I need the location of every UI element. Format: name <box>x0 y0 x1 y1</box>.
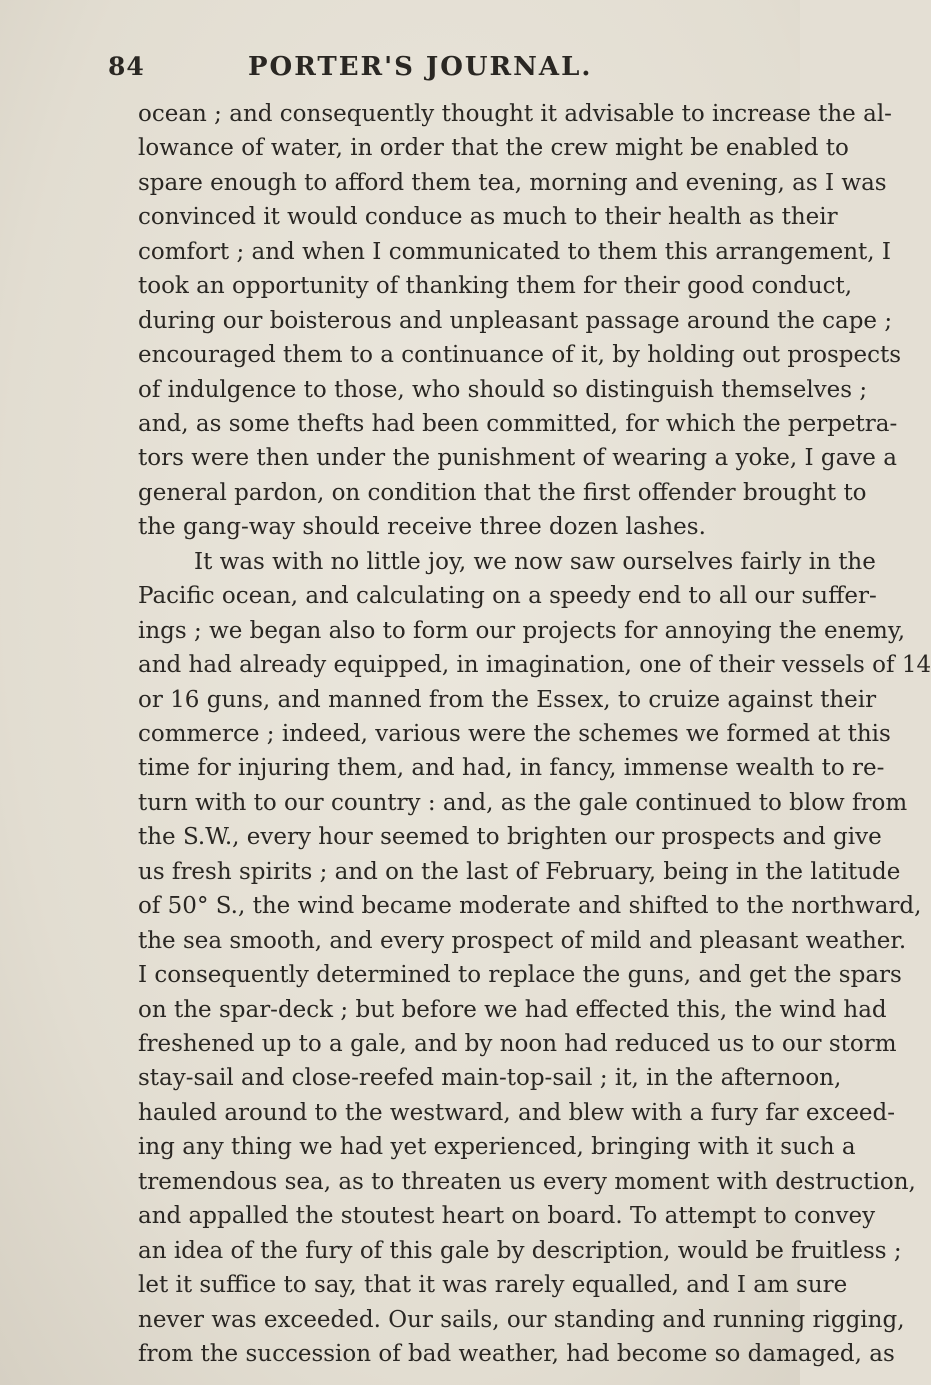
paragraph-start-line: It was with no little joy, we now saw ourselves fairly in the <box>194 549 876 575</box>
text-line: of 50° S., the wind became moderate and shifted to the northward, <box>138 893 922 919</box>
text-line: Pacific ocean, and calculating on a speedy end to all our suffer- <box>138 583 877 609</box>
text-line: and appalled the stoutest heart on board. To attempt to convey <box>138 1203 876 1229</box>
text-line: freshened up to a gale, and by noon had reduced us to our storm <box>138 1031 897 1057</box>
text-line: I consequently determined to replace the guns, and get the spars <box>138 962 902 988</box>
text-line: the S.W., every hour seemed to brighten our prospects and give <box>138 824 882 850</box>
text-line: tremendous sea, as to threaten us every moment with destruction, <box>138 1169 916 1195</box>
page-number: 84 <box>108 52 145 81</box>
text-line: and, as some thefts had been committed, for which the perpetra- <box>138 411 898 437</box>
text-line: us fresh spirits ; and on the last of February, being in the latitude <box>138 859 901 885</box>
text-line: the sea smooth, and every prospect of mild and pleasant weather. <box>138 928 907 954</box>
text-line: on the spar-deck ; but before we had effected this, the wind had <box>138 997 887 1023</box>
text-line: or 16 guns, and manned from the Essex, to cruize against their <box>138 687 877 713</box>
text-line: general pardon, on condition that the first offender brought to <box>138 480 867 506</box>
text-line: ocean ; and consequently thought it advisable to increase the al- <box>138 101 892 127</box>
text-line: an idea of the fury of this gale by description, would be fruitless ; <box>138 1238 902 1264</box>
text-line: from the succession of bad weather, had become so damaged, as <box>138 1341 895 1367</box>
text-line: of indulgence to those, who should so distinguish themselves ; <box>138 377 868 403</box>
text-line: encouraged them to a continuance of it, by holding out prospects <box>138 342 902 368</box>
page-header <box>108 52 708 92</box>
text-line: during our boisterous and unpleasant passage around the cape ; <box>138 308 893 334</box>
text-line: hauled around to the westward, and blew with a fury far exceed- <box>138 1100 896 1126</box>
text-line: ings ; we began also to form our projects for annoying the enemy, <box>138 618 906 644</box>
text-line: comfort ; and when I communicated to them this arrangement, I <box>138 239 891 265</box>
running-title: PORTER'S JOURNAL. <box>248 52 593 82</box>
text-line: and had already equipped, in imagination, one of their vessels of 14 <box>138 652 931 678</box>
text-line: spare enough to afford them tea, morning and evening, as I was <box>138 170 887 196</box>
text-line: let it suffice to say, that it was rarely equalled, and I am sure <box>138 1272 848 1298</box>
text-line: stay-sail and close-reefed main-top-sail ; it, in the afternoon, <box>138 1065 842 1091</box>
text-line: time for injuring them, and had, in fancy, immense wealth to re- <box>138 755 885 781</box>
text-line: convinced it would conduce as much to their health as their <box>138 204 838 230</box>
text-line: ing any thing we had yet experienced, bringing with it such a <box>138 1134 856 1160</box>
paragraph-end-line: the gang-way should receive three dozen lashes. <box>138 514 706 540</box>
text-line: lowance of water, in order that the crew might be enabled to <box>138 135 849 161</box>
text-line: turn with to our country : and, as the gale continued to blow from <box>138 790 908 816</box>
text-line: tors were then under the punishment of wearing a yoke, I gave a <box>138 445 897 471</box>
text-line: never was exceeded. Our sails, our standing and running rigging, <box>138 1307 905 1333</box>
text-line: commerce ; indeed, various were the schemes we formed at this <box>138 721 891 747</box>
text-line: took an opportunity of thanking them for their good conduct, <box>138 273 853 299</box>
